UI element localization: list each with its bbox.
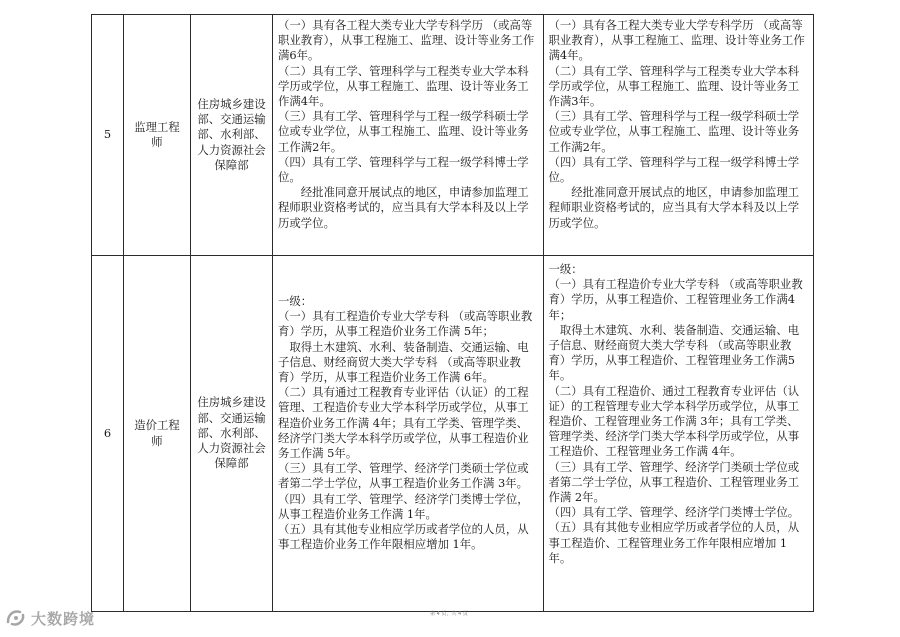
exam-name-text: 监理工程师 <box>134 119 180 149</box>
requirement-item: （二）具有工学、管理科学与工程类专业大学本科学历或学位，从事工程施工、监理、设计等业务工作满3年。 <box>548 63 800 109</box>
requirement-item: （二）具有工学、管理科学与工程类专业大学本科学历或学位，从事工程施工、监理、设计等业务工作满4年。 <box>278 63 529 109</box>
requirement-item: （五）具有其他专业相应学历或者学位的人员，从事工程造价、工程管理业务工作年限相应增加 1年。 <box>548 520 800 565</box>
requirement-item: 一级： <box>278 294 313 308</box>
qualification-table <box>91 14 814 612</box>
requirement-item: 经批准同意开展试点的地区，申请参加监理工程师职业资格考试的，应当具有大学本科及以上学历或学位。 <box>548 185 800 230</box>
new-requirements <box>543 256 814 612</box>
old-requirements <box>273 256 544 612</box>
requirement-item: （五）具有其他专业相应学历或者学位的人员，从事工程造价业务工作年限相应增加 1年。 <box>278 522 529 552</box>
requirement-item: （一）具有工程造价专业大学专科 （或高等职业教育）学历，从事工程造价、工程管理业务工作满4年； <box>548 277 803 322</box>
department-text: 住房城乡建设部、交通运输部、水利部、人力资源社会保障部 <box>197 96 266 172</box>
table-row <box>92 256 814 612</box>
requirement-item: （四）具有工学、管理学、经济学门类博士学位。 <box>548 505 800 520</box>
row-number: 6 <box>92 256 124 612</box>
requirement-item: （一）具有各工程大类专业大学专科学历 （或高等职业教育），从事工程施工、监理、设计等业务工作满6年。 <box>278 18 535 63</box>
watermark <box>4 606 95 630</box>
requirement-item: （一）具有各工程大类专业大学专科学历 （或高等职业教育），从事工程施工、监理、设计等业务工作满4年。 <box>548 18 805 63</box>
exam-name <box>124 15 191 256</box>
exam-name-text: 造价工程师 <box>134 418 180 448</box>
page-number: 第 4 页，共 4 页 <box>430 611 468 617</box>
department <box>191 256 273 612</box>
requirement-item: （三）具有工学、管理学、经济学门类硕士学位或者第二学士学位，从事工程造价、工程管理业务工作满 2年。 <box>548 459 800 505</box>
requirement-item: 取得土木建筑、水利、装备制造、交通运输、电子信息、财经商贸大类大学专科 （或高等职业教育）学历，从事工程造价业务工作满 6年。 <box>278 339 529 385</box>
department <box>191 15 273 256</box>
requirement-item: 一级： <box>548 262 583 276</box>
exam-name <box>124 256 191 612</box>
requirement-item: （四）具有工学、管理学、经济学门类博士学位，从事工程造价业务工作满 1年。 <box>278 491 529 521</box>
requirement-item: （二）具有工程造价、通过工程教育专业评估（认证）的工程管理专业大学本科学历或学位，从事工程造价、工程管理业务工作满 3年；具有工学类、管理学类、经济学门类大学本科学历或学位，从事工程造价、工程管理业务工作满 4年。 <box>548 383 800 459</box>
requirement-item: （四）具有工学、管理科学与工程一级学科博士学位。 <box>548 154 800 185</box>
watermark-text: 大数跨境 <box>31 609 96 628</box>
requirement-item: 取得土木建筑、水利、装备制造、交通运输、电子信息、财经商贸大类大学专科 （或高等职业教育）学历，从事工程造价、工程管理业务工作满5年。 <box>548 322 800 383</box>
table-row <box>92 15 814 256</box>
new-requirements <box>543 15 814 256</box>
requirement-item: （三）具有工学、管理科学与工程一级学科硕士学位或专业学位，从事工程施工、监理、设计等业务工作满2年。 <box>548 109 800 154</box>
old-requirements <box>273 15 544 256</box>
department-text: 住房城乡建设部、交通运输部、水利部、人力资源社会保障部 <box>197 395 266 471</box>
requirement-item: 经批准同意开展试点的地区，申请参加监理工程师职业资格考试的，应当具有大学本科及以上学历或学位。 <box>278 185 529 230</box>
requirement-item: （三）具有工学、管理科学与工程一级学科硕士学位或专业学位，从事工程施工、监理、设计等业务工作满2年。 <box>278 109 529 154</box>
requirement-item: （四）具有工学、管理科学与工程一级学科博士学位。 <box>278 154 529 185</box>
requirement-item: （二）具有通过工程教育专业评估（认证）的工程管理、工程造价专业大学本科学历或学位，从事工程造价业务工作满 4年；具有工学类、管理学类、经济学门类大学本科学历或学位，从事工程造价业务工作满 5年。 <box>278 385 529 461</box>
row-number: 5 <box>92 15 124 256</box>
brand-logo-icon <box>4 606 28 630</box>
requirement-item: （三）具有工学、管理学、经济学门类硕士学位或者第二学士学位，从事工程造价业务工作满 3年。 <box>278 461 529 491</box>
requirement-item: （一）具有工程造价专业大学专科 （或高等职业教育）学历，从事工程造价业务工作满 5年； <box>278 309 533 339</box>
